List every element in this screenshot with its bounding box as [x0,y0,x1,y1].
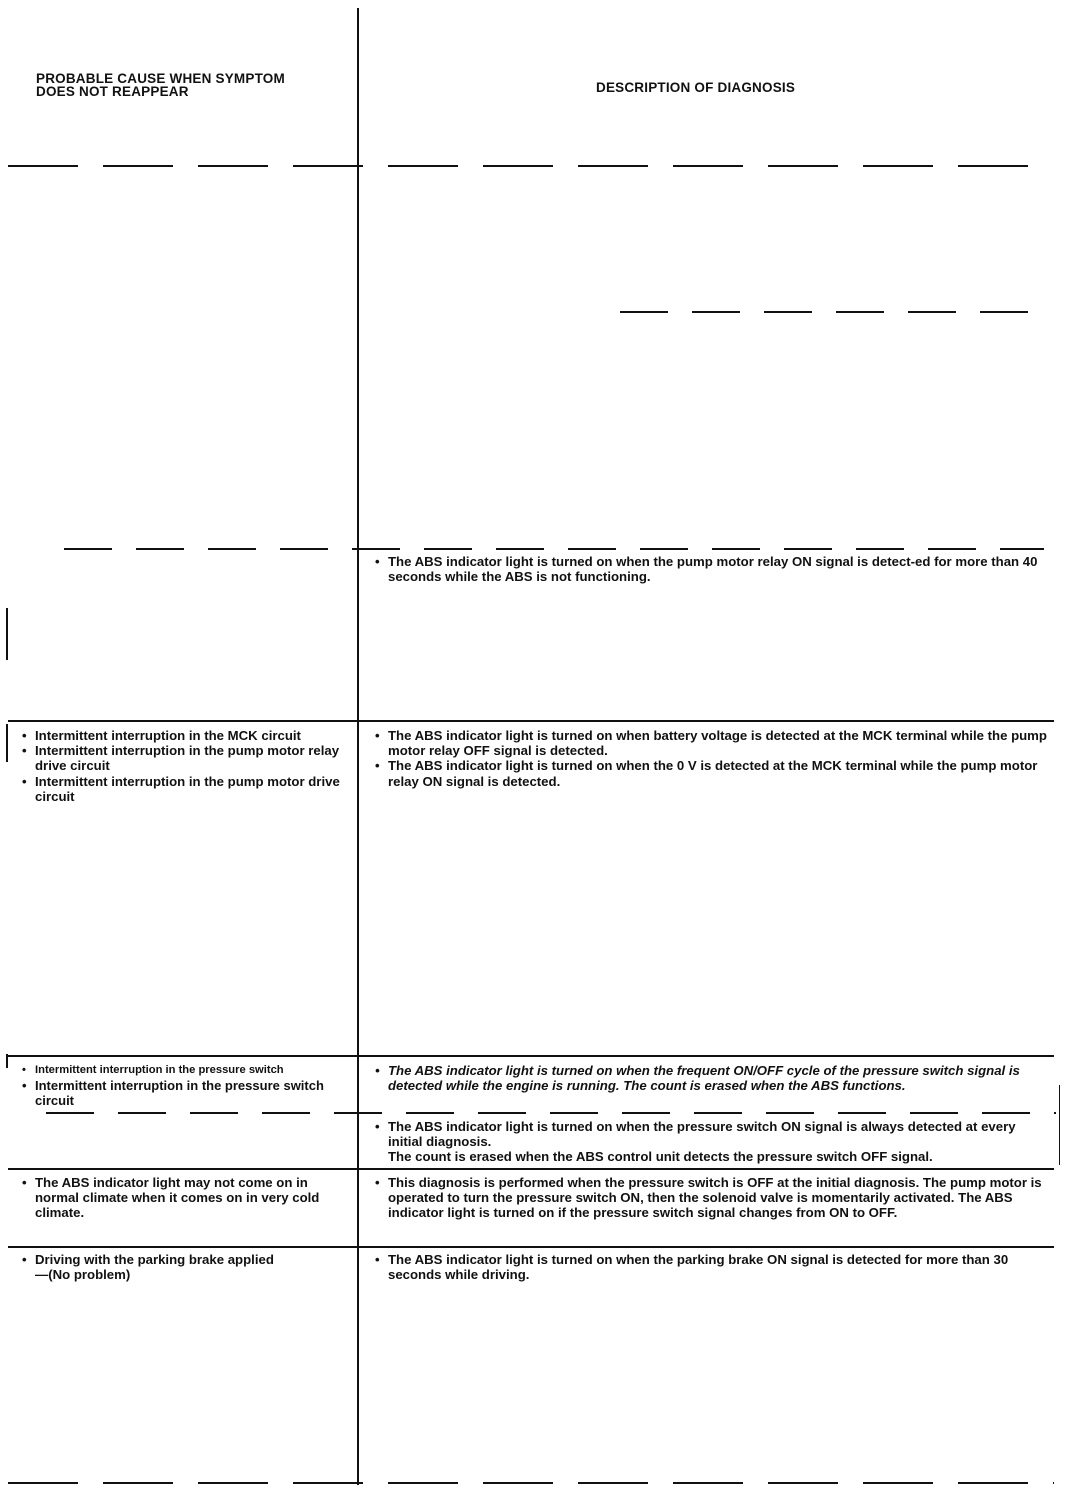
pressure-switch-causes [22,1063,352,1109]
pressure-switch-description-b [375,1119,1053,1165]
mck-description [375,728,1050,789]
list-item: • The ABS indicator light is turned on when the parking brake ON signal is detected for more than 30 seconds while driving. [375,1252,1055,1282]
cold-climate-description [375,1175,1053,1221]
list-item: • The ABS indicator light may not come on in normal climate when it comes on in very cold climate. [22,1175,347,1221]
count-erased-note: The count is erased when the ABS control unit detects the pressure switch OFF signal. [388,1149,933,1165]
partial-separator [620,311,1052,313]
pump-relay-on-description [375,554,1055,584]
list-item: • Intermittent interruption in the MCK circuit [22,728,342,743]
cold-climate-causes [22,1175,347,1221]
list-item: • Intermittent interruption in the pressure switch circuit [22,1078,352,1108]
row-separator-4 [8,1168,1054,1170]
column-header-description: DESCRIPTION OF DIAGNOSIS [596,80,796,95]
row-separator-1 [64,548,1044,550]
pressure-switch-description-a [375,1063,1053,1093]
list-item: • Intermittent interruption in the pump motor relay drive circuit [22,743,342,773]
left-margin-mark-1 [6,608,8,660]
list-item: • The ABS indicator light is turned on when the 0 V is detected at the MCK terminal while the pump motor relay ON signal is detected. [375,758,1050,788]
list-item: • The ABS indicator light is turned on when battery voltage is detected at the MCK terminal while the pump motor relay OFF signal is detected. [375,728,1050,758]
column-header-probable-cause [36,72,346,98]
mck-causes [22,728,342,804]
list-item: • Intermittent interruption in the pump motor drive circuit [22,774,342,804]
list-item: • The ABS indicator light is turned on when the frequent ON/OFF cycle of the pressure switch signal is detected while the engine is running. The count is erased when the ABS functions. [375,1063,1053,1093]
right-margin-mark [1059,1085,1060,1165]
column-divider [357,8,359,1485]
row-separator-3 [8,1055,1054,1057]
left-margin-mark-2 [6,724,8,762]
list-item: • The ABS indicator light is turned on when the pressure switch ON signal is always detected at every initial diagnosis. [375,1119,1053,1149]
bottom-rule [8,1482,1054,1484]
header-left-line2: DOES NOT REAPPEAR [36,84,189,99]
header-separator [8,165,1048,167]
header-left-line1: PROBABLE CAUSE WHEN SYMPTOM [36,71,285,86]
row-separator-3b [46,1112,1056,1114]
parking-brake-causes [22,1252,282,1282]
row-separator-5 [8,1246,1054,1248]
list-item: • Intermittent interruption in the pressure switch [22,1063,352,1078]
list-item: • This diagnosis is performed when the pressure switch is OFF at the initial diagnosis. The pump motor is operated to turn the pressure switch ON, then the solenoid valve is momentarily activated. The ABS indicator light is turned on if the pressure switch signal changes from ON to OFF. [375,1175,1053,1221]
list-item: • Driving with the parking brake applied—(No problem) [22,1252,282,1282]
row-separator-2 [8,720,1054,722]
parking-brake-description [375,1252,1055,1282]
list-item: • The ABS indicator light is turned on when the pump motor relay ON signal is detect-ed for more than 40 seconds while the ABS is not functioning. [375,554,1055,584]
